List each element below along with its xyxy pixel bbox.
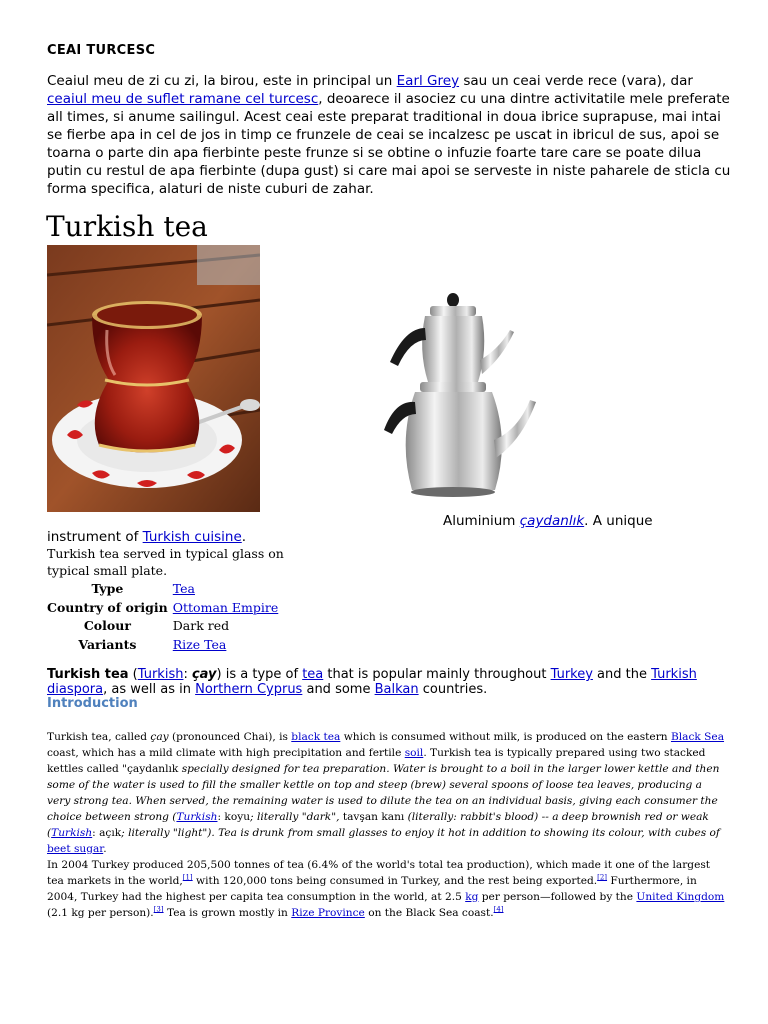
link-northern-cyprus[interactable]: Northern Cyprus (195, 682, 303, 697)
ref-3[interactable]: [3] (153, 905, 164, 914)
link-rize-province[interactable]: Rize Province (291, 907, 365, 919)
infobox-row (47, 580, 278, 599)
body-paragraph-2: In 2004 Turkey produced 205,500 tonnes of tea (6.4% of the world's total tea production), which made it one of the largest tea markets in the world,[1] with 120,000 tons being consumed in Turkey, and the rest being exported.[2] Furthermore, in 2004, Turkey had the highest per capita tea consumption in the world, at 2.5 kg per person—followed by the United Kingdom (2.1 kg per person).[3] Tea is grown mostly in Rize Province on the Black Sea coast.[4] (47, 859, 725, 919)
infobox-row (47, 599, 278, 618)
infobox-label: Variants (78, 636, 137, 652)
link-turkish-1[interactable]: Turkish (176, 811, 218, 823)
link-beet-sugar[interactable]: beet sugar (47, 843, 104, 855)
link-turkish-diaspora[interactable]: Turkish diaspora (47, 667, 697, 697)
link-turkish-cuisine[interactable]: Turkish cuisine (142, 529, 242, 545)
infobox-row (47, 617, 278, 636)
infobox-table (47, 580, 278, 654)
intro-paragraph: Ceaiul meu de zi cu zi, la birou, este in principal un Earl Grey sau un ceai verde rece (vara), dar ceaiul meu de suflet ramane cel turcesc, deoarece il asociez cu una dintre activitatile mele preferate all times, si anume sailingul. Acest ceai este preparat traditional in doua ibrice suprapuse, mai intai se fierbe apa in cel de jos in timp ce frunzele de ceai se incalzesc pe uscat in ibricul de sus, apoi se toarna o parte din apa fierbinte peste frunze si se obtine o infuzie foarte tare care se poate dilua putin cu restul de apa fierbinte (dupa gust) si care mai apoi se serveste in niste paharele de sticla cu forma specifica, alaturi de niste cuburi de zahar. (47, 73, 731, 197)
link-united-kingdom[interactable]: United Kingdom (636, 891, 725, 903)
link-turkey[interactable]: Turkey (550, 667, 593, 682)
link-soil[interactable]: soil (404, 747, 424, 759)
link-black-sea[interactable]: Black Sea (670, 731, 725, 743)
link-turkish-language[interactable]: Turkish (137, 667, 184, 682)
caydanlik-kettle-photo (370, 290, 550, 500)
link-earl-grey[interactable]: Earl Grey (396, 73, 460, 89)
infobox-label: Country of origin (47, 599, 168, 615)
infobox-value (172, 580, 279, 599)
link-black-tea[interactable]: black tea (291, 731, 341, 743)
turkish-tea-glass-photo (47, 245, 260, 512)
link-rize-tea[interactable]: Rize Tea (172, 636, 227, 652)
section-heading: CEAI TURCESC (47, 43, 156, 58)
infobox-row (47, 636, 278, 655)
infobox-value (172, 636, 279, 655)
infobox-value: Dark red (172, 618, 230, 633)
infobox-label: Colour (83, 618, 131, 633)
link-tea[interactable]: Tea (172, 581, 195, 596)
page-title: Turkish tea (46, 210, 208, 243)
link-caydanlik[interactable]: çaydanlık (519, 513, 585, 529)
link-ceaiul-turcesc[interactable]: ceaiul meu de suflet ramane cel turcesc (47, 91, 319, 107)
ref-1[interactable]: [1] (182, 873, 193, 882)
caption-continuation: instrument of Turkish cuisine. (47, 529, 247, 545)
infobox-label: Type (91, 581, 124, 596)
introduction-heading: Introduction (47, 696, 138, 711)
link-turkish-2[interactable]: Turkish (51, 827, 93, 839)
link-kg[interactable]: kg (465, 891, 479, 903)
link-balkan[interactable]: Balkan (374, 682, 419, 697)
kettle-caption: Aluminium çaydanlık. A unique (443, 513, 653, 529)
summary-paragraph: Turkish tea (Turkish: çay) is a type of tea that is popular mainly throughout Turkey and the Turkish diaspora, as well as in Northern Cyprus and some Balkan countries. (47, 667, 697, 697)
ref-2[interactable]: [2] (597, 873, 608, 882)
link-tea-inline[interactable]: tea (302, 667, 324, 682)
link-ottoman-empire[interactable]: Ottoman Empire (172, 599, 279, 615)
photo-caption: Turkish tea served in typical glass on typical small plate. (47, 546, 284, 578)
infobox-value (172, 599, 279, 618)
body-paragraph-1: Turkish tea, called çay (pronounced Chai), is black tea which is consumed without milk, is produced on the eastern Black Sea coast, which has a mild climate with high precipitation and fertile soil. Turkish tea is typically prepared using two stacked kettles called "çaydanlık specially designed for tea preparation. Water is brought to a boil in the larger lower kettle and then some of the water is used to fill the smaller kettle on top and steep (brew) several spoons of loose tea leaves, producing a very strong tea. When served, the remaining water is used to dilute the tea on an individual basis, giving each consumer the choice between strong (Turkish: koyu; literally "dark", tavşan kanı (literally: rabbit's blood) -- a deep brownish red or weak (Turkish: açık; literally "light"). Tea is drunk from small glasses to enjoy it hot in addition to showing its colour, with cubes of beet sugar. (47, 731, 725, 855)
ref-4[interactable]: [4] (493, 905, 504, 914)
